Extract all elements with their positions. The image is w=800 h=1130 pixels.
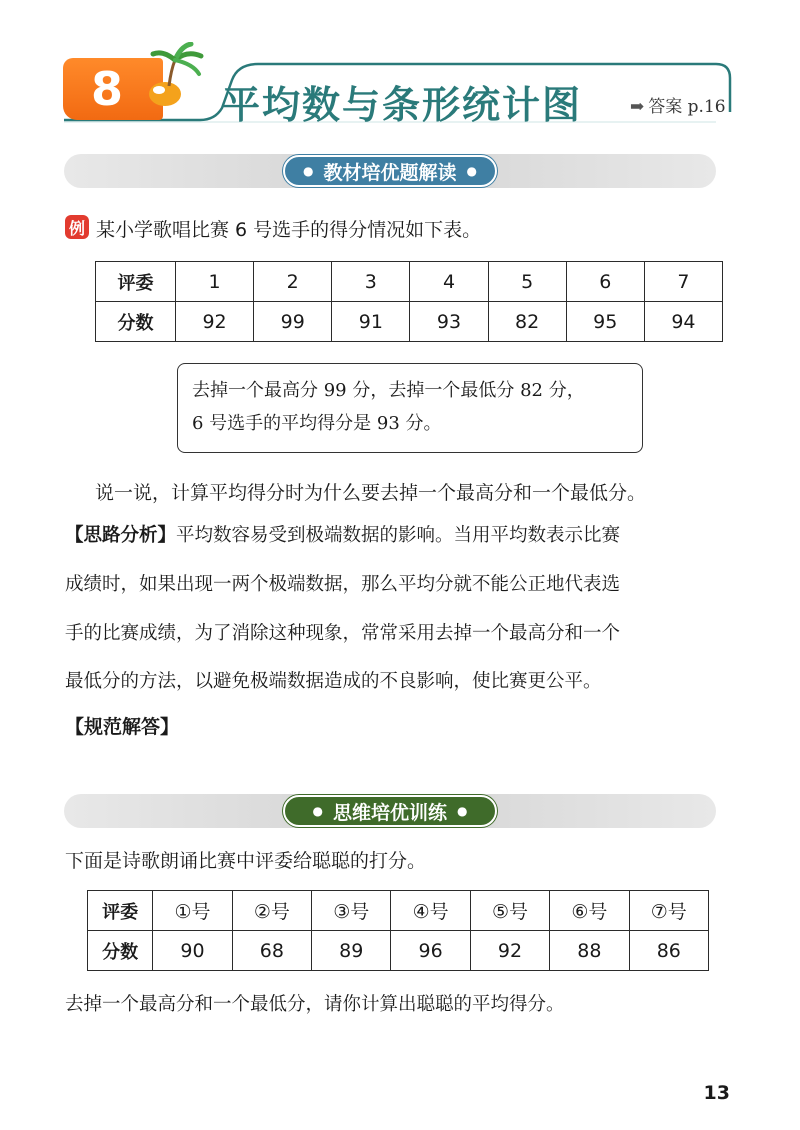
analysis-line: [65, 521, 620, 547]
table-cell: 92: [176, 302, 254, 342]
problem-text: 下面是诗歌朗诵比赛中评委给聪聪的打分。: [65, 850, 427, 872]
problem-task: 去掉一个最高分和一个最低分，请你计算出聪聪的平均得分。: [65, 994, 565, 1015]
table-cell: 4: [410, 262, 488, 302]
table-row: [88, 931, 709, 971]
example-text: 某小学歌唱比赛 6 号选手的得分情况如下表。: [96, 219, 482, 241]
table-cell: 2: [254, 262, 332, 302]
table-header-cell: 评委: [96, 262, 176, 302]
table-cell: 91: [332, 302, 410, 342]
speech-box: [177, 363, 643, 453]
bullet-dot-icon: ●: [466, 164, 477, 178]
answer-reference-text: 答案 p.16: [648, 97, 726, 117]
table-cell: 82: [488, 302, 566, 342]
table-cell: 95: [566, 302, 644, 342]
page-number: 13: [703, 1082, 730, 1104]
table-row: [96, 302, 723, 342]
chapter-number: 8: [91, 62, 124, 116]
table-header-cell: 评委: [88, 891, 153, 931]
section-banner-textbook: [283, 155, 497, 187]
table-cell: ①号: [153, 891, 232, 931]
table-cell: ⑥号: [550, 891, 629, 931]
bullet-dot-icon: ●: [312, 804, 323, 818]
analysis-line: 手的比赛成绩，为了消除这种现象，常常采用去掉一个最高分和一个: [65, 623, 621, 644]
table-cell: ⑦号: [629, 891, 708, 931]
table-cell: 90: [153, 931, 232, 971]
section-banner-training: [283, 795, 497, 827]
table-cell: 1: [176, 262, 254, 302]
page-title: 平均数与条形统计图: [222, 83, 583, 127]
analysis-line: 最低分的方法，以避免极端数据造成的不良影响，使比赛更公平。: [65, 671, 602, 692]
table-header-cell: 分数: [88, 931, 153, 971]
table-cell: ⑤号: [470, 891, 549, 931]
score-table-training: [87, 890, 709, 971]
arrow-right-icon: ➡: [630, 97, 645, 117]
example-badge: 例: [65, 215, 89, 239]
table-cell: 94: [644, 302, 722, 342]
palm-tree-icon: [135, 42, 205, 112]
table-cell: 99: [254, 302, 332, 342]
speech-line: 6 号选手的平均得分是 93 分。: [192, 413, 442, 434]
section-banner-label: 思维培优训练: [332, 801, 447, 824]
bullet-dot-icon: ●: [457, 804, 468, 818]
table-cell: 96: [391, 931, 470, 971]
table-cell: 88: [550, 931, 629, 971]
table-cell: ②号: [232, 891, 311, 931]
table-cell: 86: [629, 931, 708, 971]
bullet-dot-icon: ●: [303, 164, 314, 178]
table-cell: 92: [470, 931, 549, 971]
table-cell: 5: [488, 262, 566, 302]
table-cell: 68: [232, 931, 311, 971]
question-text: 说一说，计算平均得分时为什么要去掉一个最高分和一个最低分。: [95, 482, 647, 504]
table-cell: 89: [312, 931, 391, 971]
table-cell: 7: [644, 262, 722, 302]
table-cell: 93: [410, 302, 488, 342]
speech-line: 去掉一个最高分 99 分，去掉一个最低分 82 分，: [192, 380, 585, 401]
answer-reference: [630, 92, 726, 117]
table-cell: 6: [566, 262, 644, 302]
analysis-text: 平均数容易受到极端数据的影响。当用平均数表示比赛: [176, 525, 621, 546]
table-row: [88, 891, 709, 931]
table-cell: ③号: [312, 891, 391, 931]
table-row: [96, 262, 723, 302]
standard-answer-label: 【规范解答】: [65, 716, 180, 738]
table-cell: ④号: [391, 891, 470, 931]
analysis-line: 成绩时，如果出现一两个极端数据，那么平均分就不能公正地代表选: [65, 574, 621, 595]
analysis-label: 【思路分析】: [65, 525, 177, 546]
score-table-example: [95, 261, 723, 342]
table-header-cell: 分数: [96, 302, 176, 342]
table-cell: 3: [332, 262, 410, 302]
section-banner-label: 教材培优题解读: [323, 161, 457, 184]
